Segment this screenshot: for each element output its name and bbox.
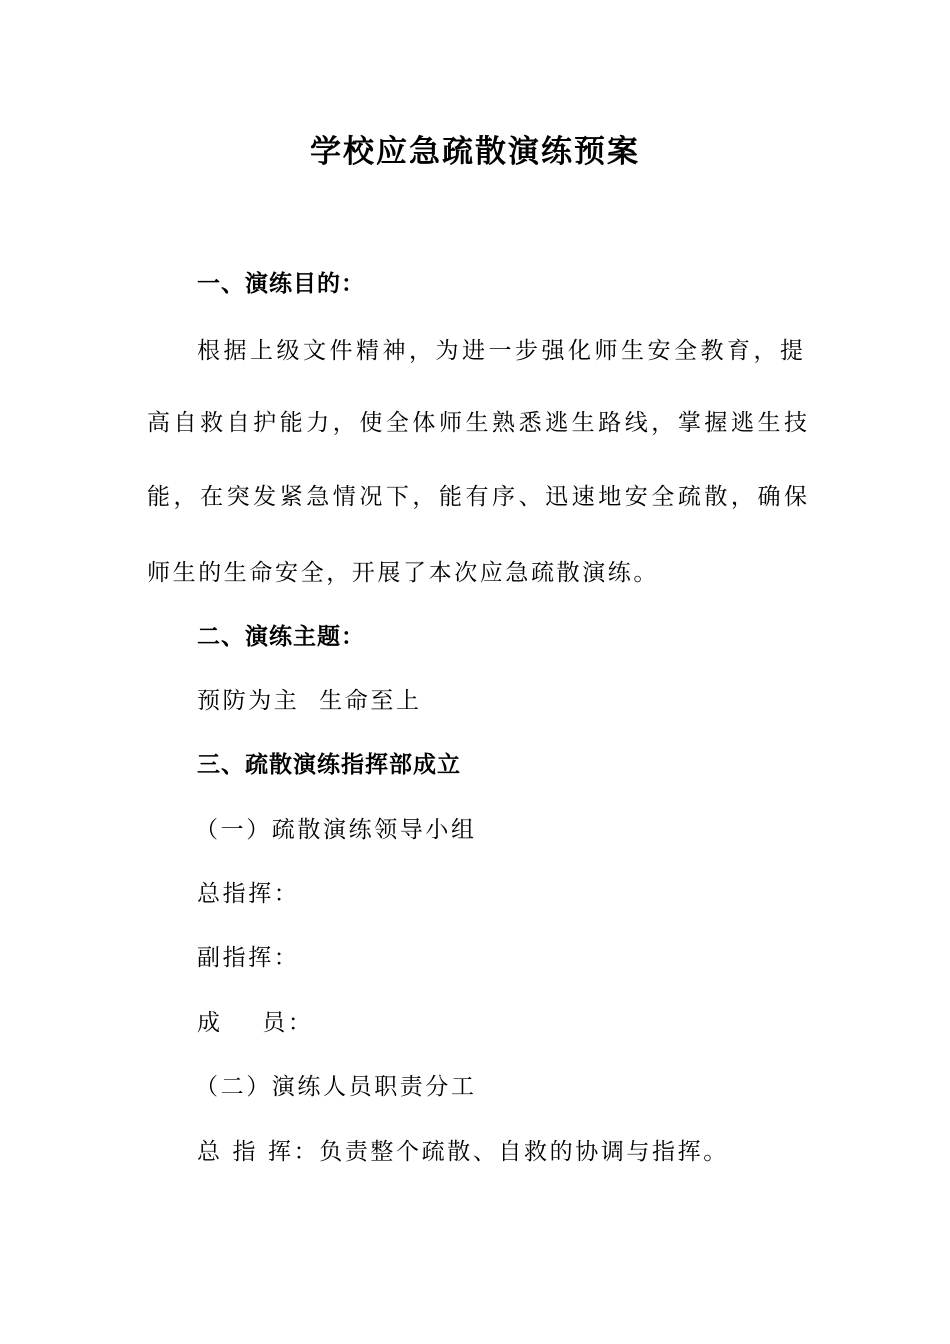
section-1-heading: 一、演练目的： xyxy=(197,270,365,297)
commander-label: 总指挥： xyxy=(197,881,300,907)
section-3-heading: 三、疏散演练指挥部成立 xyxy=(197,751,461,778)
section-1-paragraph-line-1: 根据上级文件精神，为进一步强化师生安全教育，提 xyxy=(197,338,803,364)
members-label: 成 员： xyxy=(197,1010,314,1036)
section-1-paragraph-line-3: 能，在突发紧急情况下，能有序、迅速地安全疏散，确保 xyxy=(147,484,807,510)
section-2-theme: 预防为主 生命至上 xyxy=(197,688,422,714)
subsection-2-heading: （二）演练人员职责分工 xyxy=(195,1074,477,1100)
section-1-paragraph-line-2: 高自救自护能力，使全体师生熟悉逃生路线，掌握逃生技 xyxy=(147,410,807,436)
section-1-paragraph-line-4: 师生的生命安全，开展了本次应急疏散演练。 xyxy=(147,560,659,586)
section-2-heading: 二、演练主题： xyxy=(197,623,365,650)
commander-duty-line: 总 指 挥：负责整个疏散、自救的协调与指挥。 xyxy=(197,1139,729,1165)
deputy-commander-label: 副指挥： xyxy=(197,945,300,971)
subsection-1-heading: （一）疏散演练领导小组 xyxy=(195,817,477,843)
document-title: 学校应急疏散演练预案 xyxy=(310,134,640,170)
